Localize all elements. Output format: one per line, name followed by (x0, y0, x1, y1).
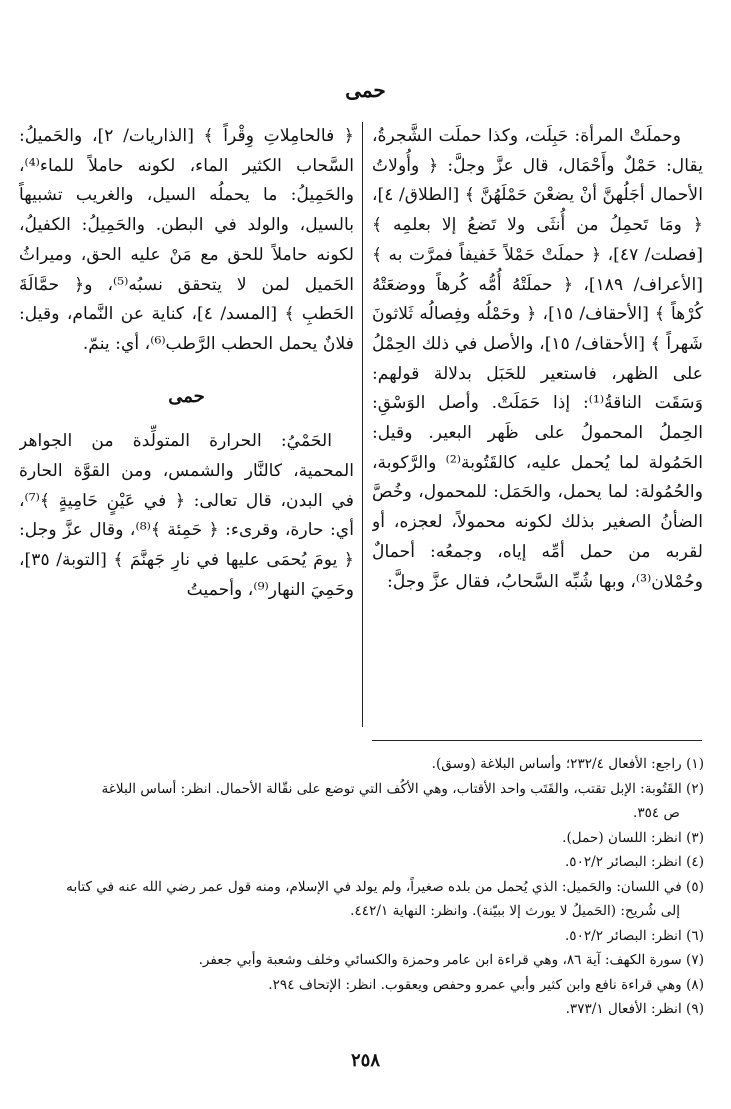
footnote-2-continuation: ص ٣٥٤. (633, 805, 680, 821)
page-number: ٢٥٨ (350, 1050, 380, 1071)
footnote-6: (٦) انظر: البصائر ٥٠٢/٢. (564, 927, 704, 944)
footnote-9: (٩) انظر: الأفعال ٣٧٣/١. (565, 1001, 704, 1017)
right-column (372, 122, 703, 734)
footnote-7: (٧) سورة الكهف: آية ٨٦، وهي قراءة ابن عامر وحمزة والكسائي وخلف وشعبة وأبي جعفر. (198, 952, 704, 968)
right-column-paragraph: وحملَتْ المرأة: حَبِلَت، وكذا حملَت الشَّجرةُ، يقال: حَمْلٌ وأَحْمَال، قال عزَّ وجلَّ: ﴿ وأُولاتُ الأحمال أجَلُهنَّ أنْ يضعْنَ حَمْلَهُنَّ ﴾ [الطلاق/ ٤]، ﴿ ومَا تَحمِلُ من أُنثَى ولا تَضعُ إلا بعلمِه ﴾ [فصلت/ ٤٧]، ﴿ حملَتْ حَمْلاً خَفيفاً فمرَّت به ﴾ [الأعراف/ ١٨٩]، ﴿ حملَتْهُ أُمُّه كُرهاً ووضعَتْهُ كُرْهاً ﴾ [الأحقاف/ ١٥]، ﴿ وحَمْلُه وفِصالُه ثَلاثونَ شَهراً ﴾ [الأحقاف/ ١٥]، والأصل في ذلك الحِمْلُ على الظهر، فاستعير للحَبَل بدلالة قولهم: وَسَقَت الناقةُ⁽¹⁾: إذا حَمَلَتْ. وأصل الوَسْقِ: الحِملُ المحمولُ على ظَهر البعير. وقيل: الحَمُولة لما يُحمل عليه، كالقَتُوبة⁽²⁾ والرَّكوبة، والحُمُولة: لما يحمل، والحَمَل: للمحمول، وخُصَّ الضأنُ الصغير بذلك لكونه محمولاً، لعجزه، أو لقربه من حمل أمِّه إياه، وجمعُه: أحمالٌ وحُمْلان⁽³⁾، وبها شُبِّه السَّحابُ، فقال عزَّ وجلَّ: (372, 126, 703, 592)
footnote-4: (٤) انظر: البصائر ٥٠٢/٢. (564, 854, 704, 870)
column-divider (362, 122, 363, 727)
left-column-top-paragraph: ﴿ فالحامِلاتِ وِقْراً ﴾ [الذاريات/ ٢]، والحَميلُ: السَّحاب الكثير الماء، لكونه حاملاً للماء⁽⁴⁾، والحَمِيلُ: ما يحملُه السيل، والغريب تشبيهاً بالسيل، والولد في البطن. والحَمِيلُ: الكفيلُ، لكونه حاملاً للحق مع مَنْ عليه الحق، وميراثُ الحَميل لمن لا يتحقق نسبُه⁽⁵⁾، و﴿ حمَّالَةَ الحَطبِ ﴾ [المسد/ ٤]، كناية عن النَّمام، وقيل: فلانٌ يحمل الحطب الرَّطب⁽⁶⁾، أي: ينمّ. (19, 126, 354, 354)
footnote-5-continuation: إلى شُريح: (الحَميلُ لا يورث إلا ببيّنة). وانظر: النهاية ٤٤٢/١. (350, 903, 680, 919)
footnote-8: (٨) وهي قراءة نافع وابن كثير وأبي عمرو وحفص ويعقوب. انظر: الإتحاف ٢٩٤. (268, 976, 704, 993)
section-heading: حمى (168, 385, 205, 407)
footnotes (24, 752, 704, 1022)
footnote-5: (٥) في اللسان: والحَميل: الذي يُحمل من بلده صغيراً، ولم يولد في الإسلام، ومنه قول عمر رضي الله عنه في كتابه (66, 878, 704, 895)
footnote-1: (١) راجع: الأفعال ٢٣٢/٤؛ وأساس البلاغة (وسق). (431, 756, 704, 772)
left-column (19, 122, 354, 734)
footnote-rule (372, 740, 702, 741)
left-column-bottom-paragraph: الحَمْيُ: الحرارة المتولِّدة من الجواهر المحمية، كالنَّار والشمس، ومن القوَّة الحارة في البدن، قال تعالى: ﴿ في عَيْنٍ حَامِيةٍ ﴾⁽⁷⁾، أي: حارة، وقرىء: ﴿ حَمِئة ﴾⁽⁸⁾، وقال عزَّ وجل: ﴿ يومَ يُحمَى عليها في نارِ جَهنَّمَ ﴾ [التوبة/ ٣٥]، وحَمِيَ النهار⁽⁹⁾، وأحميتُ (19, 431, 354, 600)
footnote-3: (٣) انظر: اللسان (حمل). (562, 829, 704, 846)
running-head: حمى (345, 78, 386, 102)
footnote-2: (٢) القَتُوبة: الإبل تقتب، والقَتَب واحد الأقتاب، وهي الأكُف التي توضع على نقّالة الأحمال. انظر: أساس البلاغة (101, 780, 704, 797)
